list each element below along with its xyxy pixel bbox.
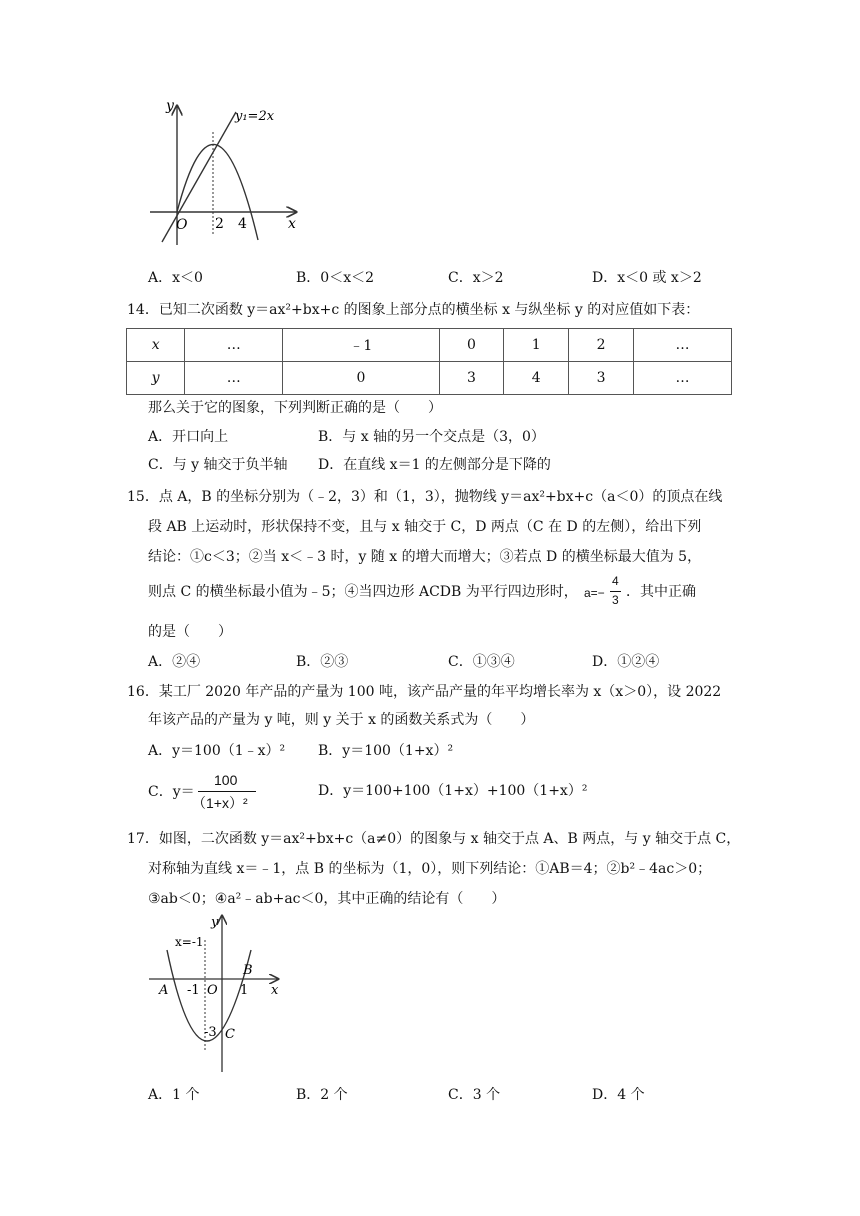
q15-option-c[interactable]: C．①③④	[448, 654, 515, 670]
q15-line-4: 则点 C 的横坐标最小值为﹣5；④当四边形 ACDB 为平行四边形时，	[148, 584, 578, 600]
q15-options	[148, 652, 768, 672]
q13-option-b[interactable]: B．0＜x＜2	[296, 270, 374, 286]
q17-label-m3: -3	[204, 1025, 217, 1040]
table-cell: …	[185, 329, 283, 362]
q13-options	[148, 268, 768, 288]
q17-option-c[interactable]: C．3 个	[448, 1087, 501, 1103]
table-cell: ﹣1	[283, 329, 439, 362]
table-cell: …	[185, 362, 283, 395]
q13-graph	[140, 90, 310, 250]
q14-question: 那么关于它的图象，下列判断正确的是（ ）	[148, 400, 442, 416]
table-cell: x	[127, 329, 185, 362]
table-cell: …	[633, 329, 731, 362]
q17-option-a[interactable]: A．1 个	[148, 1087, 200, 1103]
q14-option-c[interactable]: C．与 y 轴交于负半轴	[148, 457, 288, 473]
q17-label-p1: 1	[240, 983, 249, 998]
q17-label-b: B	[243, 963, 253, 978]
table-row	[127, 362, 732, 395]
q13-option-c[interactable]: C．x＞2	[448, 270, 504, 286]
table-cell: 4	[504, 362, 569, 395]
q13-origin-label: O	[176, 217, 188, 233]
q15-line-5: 的是（ ）	[148, 624, 232, 640]
q17-x-label: x	[271, 983, 279, 998]
q16-option-c-prefix: C．y＝	[148, 784, 195, 800]
q13-line-label: y₁=2x	[235, 109, 275, 124]
q16-option-c-den: （1+x）²	[192, 795, 248, 811]
q14-stem: 14．已知二次函数 y＝ax²+bx+c 的图象上部分点的横坐标 x 与纵坐标 y 的对应值如下表：	[127, 302, 700, 318]
q15-line-3: 结论：①c＜3；②当 x＜﹣3 时，y 随 x 的增大而增大；③若点 D 的横坐标最大值为 5，	[148, 549, 702, 565]
q16-option-d[interactable]: D．y＝100+100（1+x）+100（1+x）²	[318, 783, 588, 799]
q17-label-c: C	[225, 1027, 235, 1042]
q13-tick-2: 2	[215, 216, 224, 232]
q17-option-b[interactable]: B．2 个	[296, 1087, 348, 1103]
q17-label-m1: -1	[187, 983, 200, 998]
q17-graph	[145, 910, 290, 1080]
table-cell: 1	[504, 329, 569, 362]
table-cell: 2	[569, 329, 634, 362]
q14-value-table	[126, 328, 732, 395]
table-cell: y	[127, 362, 185, 395]
q14-option-b[interactable]: B．与 x 轴的另一个交点是（3，0）	[318, 429, 545, 445]
table-row	[127, 329, 732, 362]
table-cell: …	[633, 362, 731, 395]
q13-tick-4: 4	[238, 216, 247, 232]
q16-line-1: 16．某工厂 2020 年产品的产量为 100 吨，该产品产量的年平均增长率为 x（x＞0），设 2022	[127, 684, 722, 700]
q14-options	[148, 427, 748, 477]
q16-line-2: 年该产品的产量为 y 吨，则 y 关于 x 的函数关系式为（ ）	[148, 712, 535, 728]
q13-x-label: x	[288, 216, 296, 232]
q14-option-a[interactable]: A．开口向上	[148, 429, 229, 445]
q15-formula-num: 4	[612, 574, 619, 588]
q17-label-a: A	[159, 983, 169, 998]
q17-options	[148, 1085, 768, 1105]
q16-option-c-num: 100	[214, 772, 238, 788]
q15-formula-den: 3	[612, 593, 619, 607]
q17-axis-label: x=-1	[175, 935, 204, 949]
q17-label-o: O	[207, 983, 218, 998]
q13-y-label: y	[166, 98, 174, 114]
table-cell: 3	[439, 362, 504, 395]
q15-option-d[interactable]: D．①②④	[592, 654, 660, 670]
q16-option-c[interactable]	[148, 772, 288, 814]
table-cell: 0	[283, 362, 439, 395]
q15-line-4-end: ．其中正确	[626, 584, 696, 600]
q17-y-label: y	[211, 915, 219, 930]
q16-option-b[interactable]: B．y＝100（1+x）²	[318, 743, 454, 759]
q15-line-1: 15．点 A，B 的坐标分别为（﹣2，3）和（1，3），抛物线 y＝ax²+bx+c（a＜0）的顶点在线	[127, 489, 723, 505]
table-cell: 3	[569, 362, 634, 395]
q17-option-d[interactable]: D．4 个	[592, 1087, 645, 1103]
q17-line-2: 对称轴为直线 x＝﹣1，点 B 的坐标为（1，0），则下列结论：①AB＝4；②b²﹣4ac＞0；	[148, 861, 712, 877]
q15-option-b[interactable]: B．②③	[296, 654, 349, 670]
q15-formula-lhs: a=−	[584, 586, 605, 600]
q13-option-a[interactable]: A．x＜0	[148, 270, 203, 286]
q13-option-d[interactable]: D．x＜0 或 x＞2	[592, 270, 702, 286]
q15-option-a[interactable]: A．②④	[148, 654, 201, 670]
q17-line-1: 17．如图，二次函数 y＝ax²+bx+c（a≠0）的图象与 x 轴交于点 A、B 两点，与 y 轴交于点 C，	[127, 831, 741, 847]
table-cell: 0	[439, 329, 504, 362]
q13-line	[162, 112, 236, 242]
q14-option-d[interactable]: D．在直线 x＝1 的左侧部分是下降的	[318, 457, 551, 473]
q17-line-3: ③ab＜0；④a²﹣ab+ac＜0，其中正确的结论有（ ）	[148, 891, 506, 907]
q15-line-2: 段 AB 上运动时，形状保持不变，且与 x 轴交于 C，D 两点（C 在 D 的左侧），给出下列	[148, 519, 702, 535]
q16-option-a[interactable]: A．y＝100（1﹣x）²	[148, 743, 286, 759]
